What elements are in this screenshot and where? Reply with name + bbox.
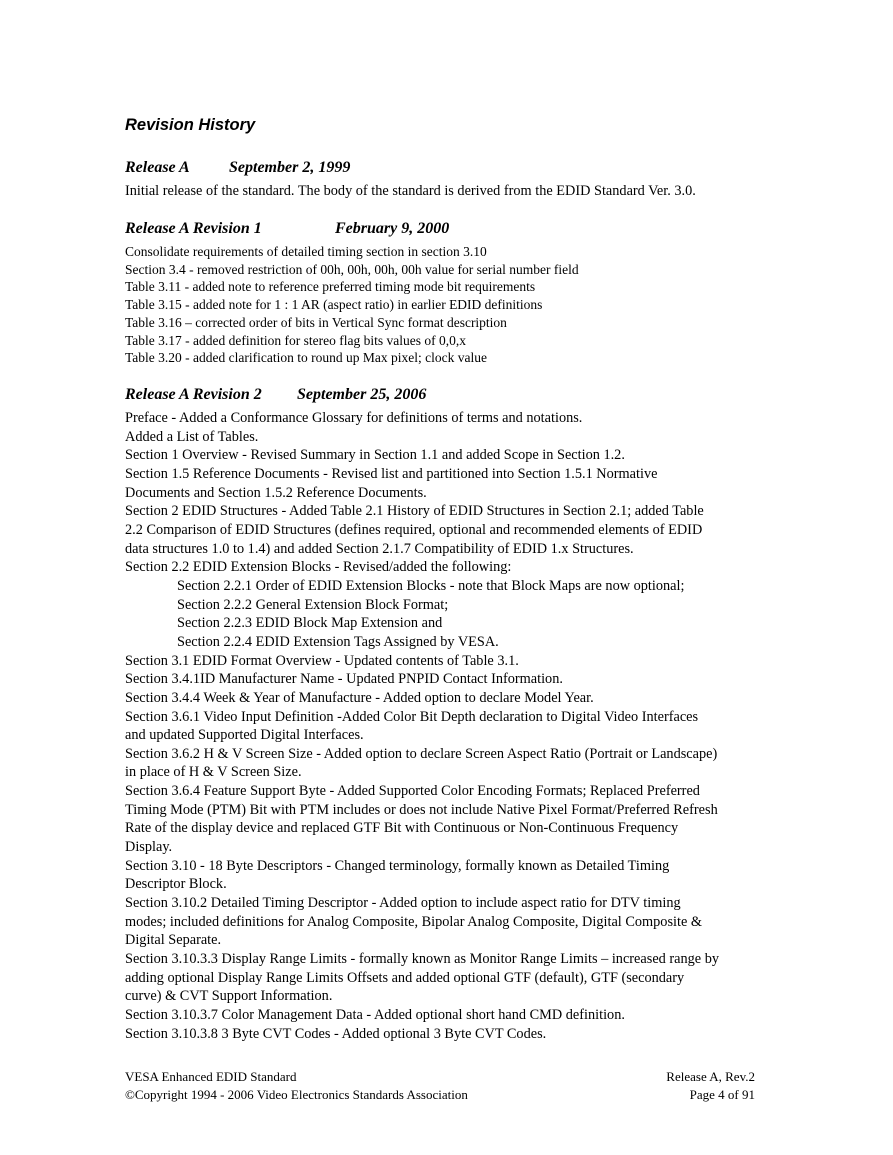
release-note: Table 3.11 - added note to reference preferred timing mode bit requirements [125, 279, 536, 295]
release-note-subitem: Section 2.2.1 Order of EDID Extension Blocks - note that Block Maps are now optional; [177, 577, 685, 594]
release-note: Digital Separate. [125, 932, 222, 949]
release-note: Added a List of Tables. [125, 428, 259, 445]
release-date: September 25, 2006 [297, 386, 427, 403]
release-note: Documents and Section 1.5.2 Reference Documents. [125, 484, 427, 501]
release-note: Preface - Added a Conformance Glossary for definitions of terms and notations. [125, 410, 583, 426]
release-note: Section 2.2 EDID Extension Blocks - Revised/added the following: [125, 559, 512, 576]
release-note: Section 1 Overview - Revised Summary in Section 1.1 and added Scope in Section 1.2. [125, 447, 625, 464]
release-note: curve) & CVT Support Information. [125, 988, 333, 1005]
release-note: Table 3.15 - added note for 1 : 1 AR (aspect ratio) in earlier EDID definitions [125, 297, 543, 313]
release-date: September 2, 1999 [229, 159, 351, 176]
release-a-heading [125, 159, 351, 177]
release-note: Section 3.10 - 18 Byte Descriptors - Changed terminology, formally known as Detailed Timing [125, 857, 670, 874]
footer-document-name: VESA Enhanced EDID Standard [125, 1069, 297, 1084]
release-note: Section 3.4.4 Week & Year of Manufacture - Added option to declare Model Year. [125, 689, 594, 706]
release-note: and updated Supported Digital Interfaces. [125, 727, 364, 744]
release-note: Descriptor Block. [125, 876, 227, 893]
release-note-subitem: Section 2.2.2 General Extension Block Format; [177, 596, 449, 613]
release-a-rev2-heading [125, 386, 427, 404]
footer-copyright: ©Copyright 1994 - 2006 Video Electronics Standards Association [125, 1086, 468, 1102]
release-note: Section 2 EDID Structures - Added Table 2.1 History of EDID Structures in Section 2.1; added Table [125, 503, 704, 520]
release-a-rev1-heading [125, 220, 450, 238]
release-note: adding optional Display Range Limits Offsets and added optional GTF (default), GTF (secondary [125, 969, 685, 986]
release-note: Section 3.10.3.3 Display Range Limits - formally known as Monitor Range Limits – increased range by [125, 951, 720, 968]
release-note: Initial release of the standard. The body of the standard is derived from the EDID Standard Ver. 3.0. [125, 183, 696, 199]
release-note: Section 3.10.3.8 3 Byte CVT Codes - Added optional 3 Byte CVT Codes. [125, 1025, 547, 1042]
release-name: Release A Revision 1 [125, 220, 262, 237]
page-title: Revision History [125, 116, 256, 134]
release-note: Section 3.6.2 H & V Screen Size - Added option to declare Screen Aspect Ratio (Portrait or Landscape) [125, 745, 718, 762]
release-a-rev2-notes [125, 409, 719, 1043]
release-name: Release A Revision 2 [125, 386, 262, 403]
release-note: Table 3.17 - added definition for stereo flag bits values of 0,0,x [125, 332, 466, 348]
release-note: Section 3.6.1 Video Input Definition -Added Color Bit Depth declaration to Digital Video Interfaces [125, 708, 699, 725]
release-note: data structures 1.0 to 1.4) and added Section 2.1.7 Compatibility of EDID 1.x Structures. [125, 540, 634, 557]
footer-page-number: Page 4 of 91 [689, 1086, 755, 1102]
release-note: Table 3.20 - added clarification to round up Max pixel; clock value [125, 350, 487, 366]
footer-release: Release A, Rev.2 [666, 1069, 755, 1084]
release-a-notes [125, 182, 696, 201]
release-note: Section 3.10.2 Detailed Timing Descriptor - Added option to include aspect ratio for DTV timing [125, 895, 681, 912]
release-note: Section 3.1 EDID Format Overview - Updated contents of Table 3.1. [125, 652, 519, 669]
release-note: Section 3.4 - removed restriction of 00h, 00h, 00h, 00h value for serial number field [125, 261, 579, 277]
release-note-subitem: Section 2.2.4 EDID Extension Tags Assigned by VESA. [177, 633, 499, 650]
release-note: in place of H & V Screen Size. [125, 764, 302, 781]
release-note: 2.2 Comparison of EDID Structures (defines required, optional and recommended elements of EDID [125, 521, 703, 538]
release-date: February 9, 2000 [335, 220, 450, 237]
release-note: Rate of the display device and replaced GTF Bit with Continuous or Non-Continuous Frequency [125, 820, 679, 837]
release-note: Timing Mode (PTM) Bit with PTM includes or does not include Native Pixel Format/Preferred Refresh [125, 801, 718, 818]
release-note-subitem: Section 2.2.3 EDID Block Map Extension and [177, 615, 443, 632]
release-note: Section 3.10.3.7 Color Management Data - Added optional short hand CMD definition. [125, 1007, 625, 1023]
release-note: Consolidate requirements of detailed timing section in section 3.10 [125, 244, 487, 259]
release-note: Section 3.6.4 Feature Support Byte - Added Supported Color Encoding Formats; Replaced Preferred [125, 783, 700, 800]
release-a-rev1-notes [125, 243, 579, 367]
release-note: Section 3.4.1ID Manufacturer Name - Updated PNPID Contact Information. [125, 671, 563, 688]
page-footer [125, 1068, 755, 1103]
release-name: Release A [125, 159, 190, 176]
release-note: Table 3.16 – corrected order of bits in Vertical Sync format description [125, 314, 507, 330]
release-note: Display. [125, 839, 173, 856]
release-note: Section 1.5 Reference Documents - Revised list and partitioned into Section 1.5.1 Normative [125, 465, 658, 482]
release-note: modes; included definitions for Analog Composite, Bipolar Analog Composite, Digital Composite & [125, 913, 702, 930]
